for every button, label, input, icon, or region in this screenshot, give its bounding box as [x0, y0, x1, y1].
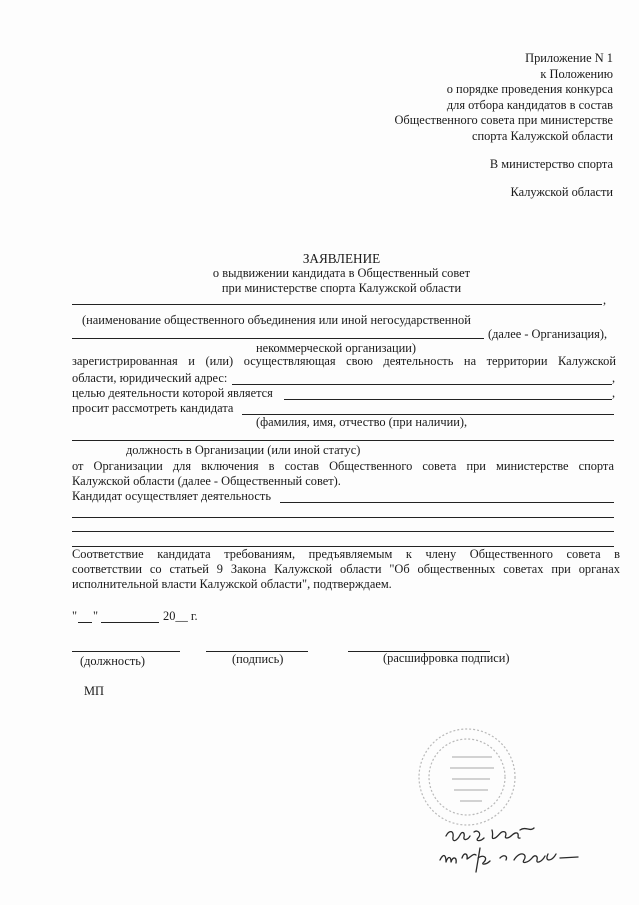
org-suffix: (далее - Организация), — [488, 327, 608, 341]
activity-line — [280, 502, 614, 503]
legal-address-line — [232, 384, 612, 385]
conformity-text-3: исполнительной власти Калужской области", подтверждаем. — [72, 577, 392, 591]
hint-org-name: (наименование общественного объединения или иной негосударственной — [82, 313, 471, 327]
sig-position-caption: (должность) — [80, 654, 146, 668]
header-line: спорта Калужской области — [471, 128, 613, 143]
title-subline: о выдвижении кандидата в Общественный совет — [212, 266, 471, 280]
addressee-line: Калужской области — [510, 185, 613, 199]
org-name-line — [72, 304, 602, 305]
position-sign-line — [72, 651, 180, 652]
date-quote-close: " — [93, 609, 99, 623]
conformity-text-2: соответствии со статьей 9 Закона Калужской области "Об общественных советах при органах — [72, 562, 620, 576]
date-day-line — [78, 622, 92, 623]
header-line: Общественного совета при министерстве — [394, 113, 613, 128]
header-line: о порядке проведения конкурса — [446, 82, 613, 97]
addressee-line: В министерство спорта — [489, 157, 613, 171]
candidate-line-2 — [72, 440, 614, 441]
activity-label: Кандидат осуществляет деятельность — [72, 489, 271, 503]
activity-line-3 — [72, 531, 614, 532]
comma: , — [603, 293, 607, 307]
date-quote-open: " — [72, 609, 78, 623]
legal-address-label: области, юридический адрес: — [72, 371, 228, 385]
org-name-line-2 — [72, 338, 484, 339]
header-line: к Положению — [540, 66, 613, 81]
hint-position: должность в Организации (или иной статус) — [126, 443, 361, 457]
goal-label: целью деятельности которой является — [72, 386, 273, 400]
header-line: Приложение N 1 — [525, 51, 613, 65]
page-title: ЗАЯВЛЕНИЕ — [302, 251, 381, 266]
date-year: 20__ г. — [163, 609, 198, 623]
seal-stamp-icon — [412, 722, 522, 832]
from-org-text-2: Калужской области (далее - Общественный совет). — [72, 474, 341, 488]
sig-signature-caption: (подпись) — [232, 652, 284, 666]
hint-org-type: некоммерческой организации) — [256, 341, 417, 355]
conformity-text: Соответствие кандидата требованиям, предъявляемым к члену Общественного совета в — [72, 547, 620, 561]
header-line: для отбора кандидатов в состав — [446, 97, 613, 112]
sig-decode-caption: (расшифровка подписи) — [383, 651, 510, 665]
goal-line — [284, 399, 612, 400]
title-subline: при министерстве спорта Калужской области — [221, 281, 462, 295]
hint-fio: (фамилия, имя, отчество (при наличии), — [256, 415, 468, 429]
from-org-text: от Организации для включения в состав Общественного совета при министерстве спорта — [72, 459, 614, 473]
activity-line-2 — [72, 517, 614, 518]
candidate-label: просит рассмотреть кандидата — [72, 401, 234, 415]
date-month-line — [101, 622, 159, 623]
comma: , — [612, 371, 616, 385]
registration-text: зарегистрированная и (или) осуществляющая свою деятельность на территории Калужской — [72, 354, 616, 368]
comma: , — [612, 386, 616, 400]
stamp-place-label: МП — [84, 684, 104, 698]
handwritten-signature-icon — [434, 818, 609, 878]
appendix-header — [394, 51, 613, 145]
